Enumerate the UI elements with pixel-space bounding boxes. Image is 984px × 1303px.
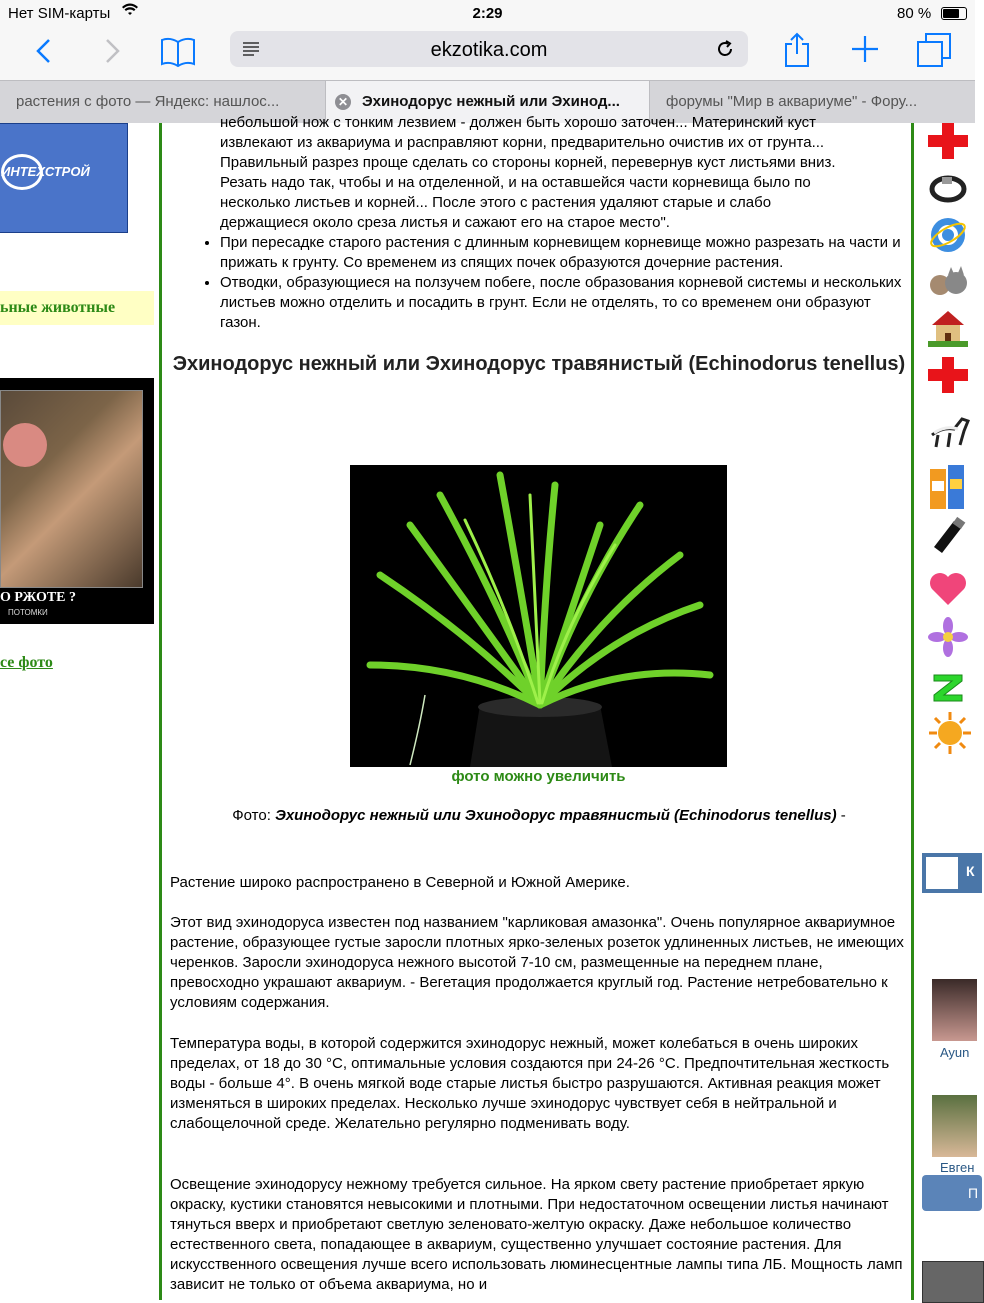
back-icon[interactable]	[32, 34, 56, 73]
red-cross-icon[interactable]	[928, 123, 968, 163]
hair-clipper-icon[interactable]	[928, 517, 968, 557]
photo-caption	[170, 807, 908, 824]
paragraph-distribution: Растение широко распространено в Северной и Южной Америке.	[170, 874, 630, 891]
vk-widget-letter: К	[966, 863, 975, 879]
reload-icon[interactable]	[714, 38, 736, 65]
intro-block	[170, 113, 908, 233]
intro-line: несколько листьев и корней... После этого с растения удаляют старые и слабо	[220, 194, 772, 211]
browser-toolbar	[0, 28, 975, 80]
heart-icon[interactable]	[928, 571, 968, 611]
all-photos-link[interactable]: се фото	[0, 654, 53, 671]
internet-explorer-icon[interactable]	[928, 215, 968, 255]
bookmarks-icon[interactable]	[160, 36, 196, 73]
pet-food-icon[interactable]	[928, 463, 968, 503]
monkey-face	[3, 423, 47, 467]
zoom-caption[interactable]: фото можно увеличить	[451, 768, 626, 785]
intro-line: небольшой нож с тонким лезвием - должен быть хорошо заточен... Материнский куст	[220, 114, 816, 131]
url-text: ekzotika.com	[430, 39, 548, 61]
z-logo-icon[interactable]	[928, 669, 968, 709]
address-bar[interactable]	[230, 31, 748, 67]
echinodorus-illustration	[350, 465, 727, 767]
dog-collar-icon[interactable]	[928, 171, 968, 211]
web-page	[0, 114, 979, 1300]
intro-line: извлекают из аквариума и расправляют корни, предварительно очистив их от грунта...	[220, 134, 825, 151]
dog-icon[interactable]	[928, 409, 968, 449]
intro-line: Правильный разрез проще сделать со стороны корней, перевернув куст листьями вниз.	[220, 154, 836, 171]
member-avatar[interactable]	[932, 1095, 977, 1157]
list-item: • При пересадке старого растения с длинным корневищем корневище можно разрезать на части и прижать к грунту. Со временем из спящих почек образуются дочерние растения.	[220, 233, 908, 273]
sponsor-banner[interactable]	[0, 123, 128, 233]
demotivator-caption: О РЖОТЕ ?	[0, 590, 77, 605]
animals-banner[interactable]	[0, 291, 154, 325]
list-item: • Отводки, образующиеся на ползучем побеге, после образования корневой системы и нескольких листьев можно отделить и посадить в грунт. Если не отделять, то со временем они образуют газон.	[220, 273, 908, 333]
intro-line: держащиеся около среза листья и сажают его на старое место".	[220, 214, 670, 231]
vk-group-avatar	[926, 857, 958, 889]
member-name[interactable]: Евген	[940, 1160, 975, 1175]
status-bar	[0, 0, 975, 28]
red-cross-2-icon[interactable]	[928, 357, 968, 397]
sun-icon[interactable]	[928, 711, 968, 751]
clock: 2:29	[472, 5, 503, 22]
forward-icon[interactable]	[100, 34, 124, 73]
tabs-icon[interactable]	[916, 32, 952, 73]
article-title: Эхинодорус нежный или Эхинодорус травянистый (Echinodorus tenellus)	[172, 353, 906, 375]
paragraph-temperature: Температура воды, в которой содержится эхинодорус нежный, может колебаться в очень широких пределах, от 18 до 30 °С, оптимальные условия создаются при 24-26 °С. Предпочтительная жесткость воды - больше 4°. В очень мягкой воде старые листья быстро разрушаются. Активная реакция может изменяться в широких пределах. Несколько лучше эхинодорус чувствует себя в нейтральной и слабощелочной среде. Желательно регулярно подменивать воду.	[170, 1035, 890, 1132]
plant-photo[interactable]	[350, 465, 727, 767]
photo-caption-prefix: Фото:	[232, 807, 271, 824]
share-icon[interactable]	[783, 32, 811, 73]
content-border-left	[159, 123, 162, 1300]
paragraph-lighting: Освещение эхинодорусу нежному требуется сильное. На ярком свету растение приобретает яркую окраску, кустики становятся невысокими и плотными. При недостаточном освещении листья начинают тянуться вверх и приобретают светлую зеленовато-желтую окраску. Даже небольшое количество естественного света, попадающее в аквариум, существенно улучшает состояние растения. Для искусственного освещения лучше всего использовать люминесцентные лампы типа ЛБ. Мощность ламп зависит не только от объема аквариума, но и	[170, 1176, 903, 1293]
tab-label: Эхинодорус нежный или Эхинод...	[362, 93, 620, 110]
vk-widget-header[interactable]	[922, 853, 982, 893]
intro-line: Резать надо так, чтобы и на отделенной, и на оставшейся части корневища было по	[220, 174, 811, 191]
demotivator-subcaption: ПОТОМКИ	[8, 608, 48, 617]
cats-icon[interactable]	[928, 263, 968, 303]
photo-caption-name: Эхинодорус нежный или Эхинодорус травянистый (Echinodorus tenellus)	[275, 807, 837, 824]
paragraph-description: Этот вид эхинодоруса известен под названием "карликовая амазонка". Очень популярное аквариумное растение, образующее густые заросли плотных ярко-зеленых розеток удлиненных листьев, не имеющих черенков. Заросли эхинодоруса нежного высотой 7-10 см, размещенные на переднем плане, превосходно украшают аквариум. - Вегетация продолжается круглый год. Растение нетребовательно к условиям содержания.	[170, 914, 904, 1011]
member-name[interactable]: Ayun	[940, 1045, 970, 1060]
vk-thumbnail[interactable]	[922, 1261, 984, 1303]
animals-banner-text: ьные животные	[0, 299, 116, 316]
battery-percent: 80 %	[897, 5, 932, 22]
tab-yandex[interactable]: растения с фото — Яндекс: нашлос...	[16, 93, 280, 110]
sponsor-logo-text: ИНТЕХСТРОЙ	[1, 164, 90, 179]
demotivator-image[interactable]	[0, 378, 154, 624]
flower-icon[interactable]	[928, 617, 968, 657]
close-tab-icon[interactable]: ✕	[335, 94, 351, 110]
house-icon[interactable]	[928, 307, 968, 347]
propagation-list	[170, 233, 908, 333]
member-avatar[interactable]	[932, 979, 977, 1041]
battery-icon	[941, 7, 967, 20]
right-sidebar	[914, 123, 979, 1300]
photo-caption-suffix: -	[836, 807, 846, 824]
carrier-label: Нет SIM-карты	[8, 5, 111, 22]
new-tab-icon[interactable]	[850, 34, 880, 69]
monkey-photo	[0, 390, 143, 588]
vk-join-button[interactable]: П	[922, 1175, 982, 1211]
tab-forum[interactable]: форумы "Мир в аквариуме" - Фору...	[666, 93, 918, 110]
article-text	[170, 114, 908, 333]
